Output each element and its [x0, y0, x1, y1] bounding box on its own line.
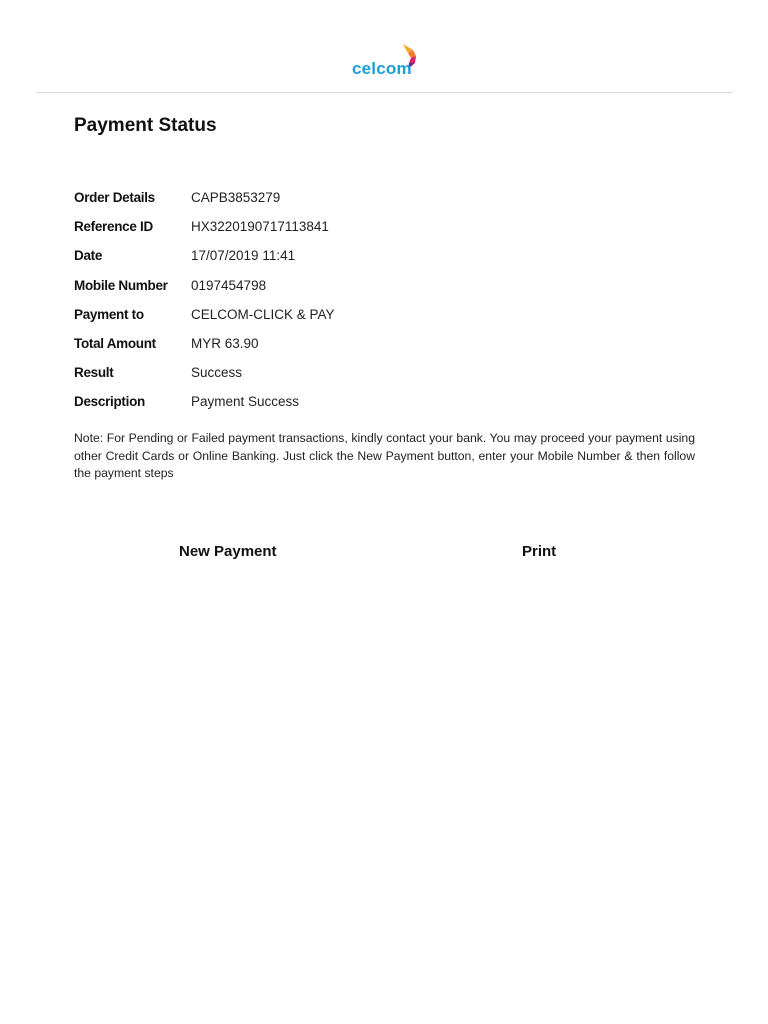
detail-label: Description: [74, 394, 145, 410]
detail-label: Reference ID: [74, 219, 153, 235]
detail-value: Payment Success: [191, 394, 300, 410]
detail-value: MYR 63.90: [191, 335, 259, 351]
print-button[interactable]: Print: [522, 543, 557, 560]
detail-row-result: [74, 363, 694, 392]
detail-row-date: [74, 246, 694, 275]
detail-row-payment-to: [74, 305, 694, 334]
detail-value: 0197454798: [191, 277, 267, 293]
detail-row-mobile-number: [74, 276, 694, 305]
detail-label: Result: [74, 365, 114, 381]
page-title: Payment Status: [74, 115, 217, 136]
celcom-logo[interactable]: [350, 44, 420, 84]
detail-label: Order Details: [74, 190, 155, 205]
header-divider: [36, 92, 733, 93]
detail-row-total-amount: [74, 334, 694, 363]
detail-value: Success: [191, 365, 243, 381]
new-payment-button[interactable]: New Payment: [179, 543, 277, 560]
detail-value: HX3220190717113841: [191, 219, 329, 235]
detail-row-reference-id: [74, 217, 694, 246]
detail-row-description: [74, 392, 694, 421]
detail-label: Total Amount: [74, 335, 156, 351]
detail-value: CAPB3853279: [191, 190, 281, 205]
detail-label: Mobile Number: [74, 277, 168, 293]
payment-details: [74, 188, 694, 422]
celcom-logo-text: celcom: [352, 59, 412, 78]
payment-note: Note: For Pending or Failed payment transactions, kindly contact your bank. You may proceed your payment using other Credit Cards or Online Banking. Just click the New Payment button, enter your Mobile Number & then follow the payment steps: [74, 431, 695, 480]
detail-label: Date: [74, 248, 103, 264]
detail-value: CELCOM-CLICK & PAY: [191, 306, 335, 322]
detail-value: 17/07/2019 11:41: [191, 248, 296, 264]
detail-row-order-details: [74, 188, 694, 217]
header: [0, 0, 768, 93]
detail-label: Payment to: [74, 306, 144, 322]
